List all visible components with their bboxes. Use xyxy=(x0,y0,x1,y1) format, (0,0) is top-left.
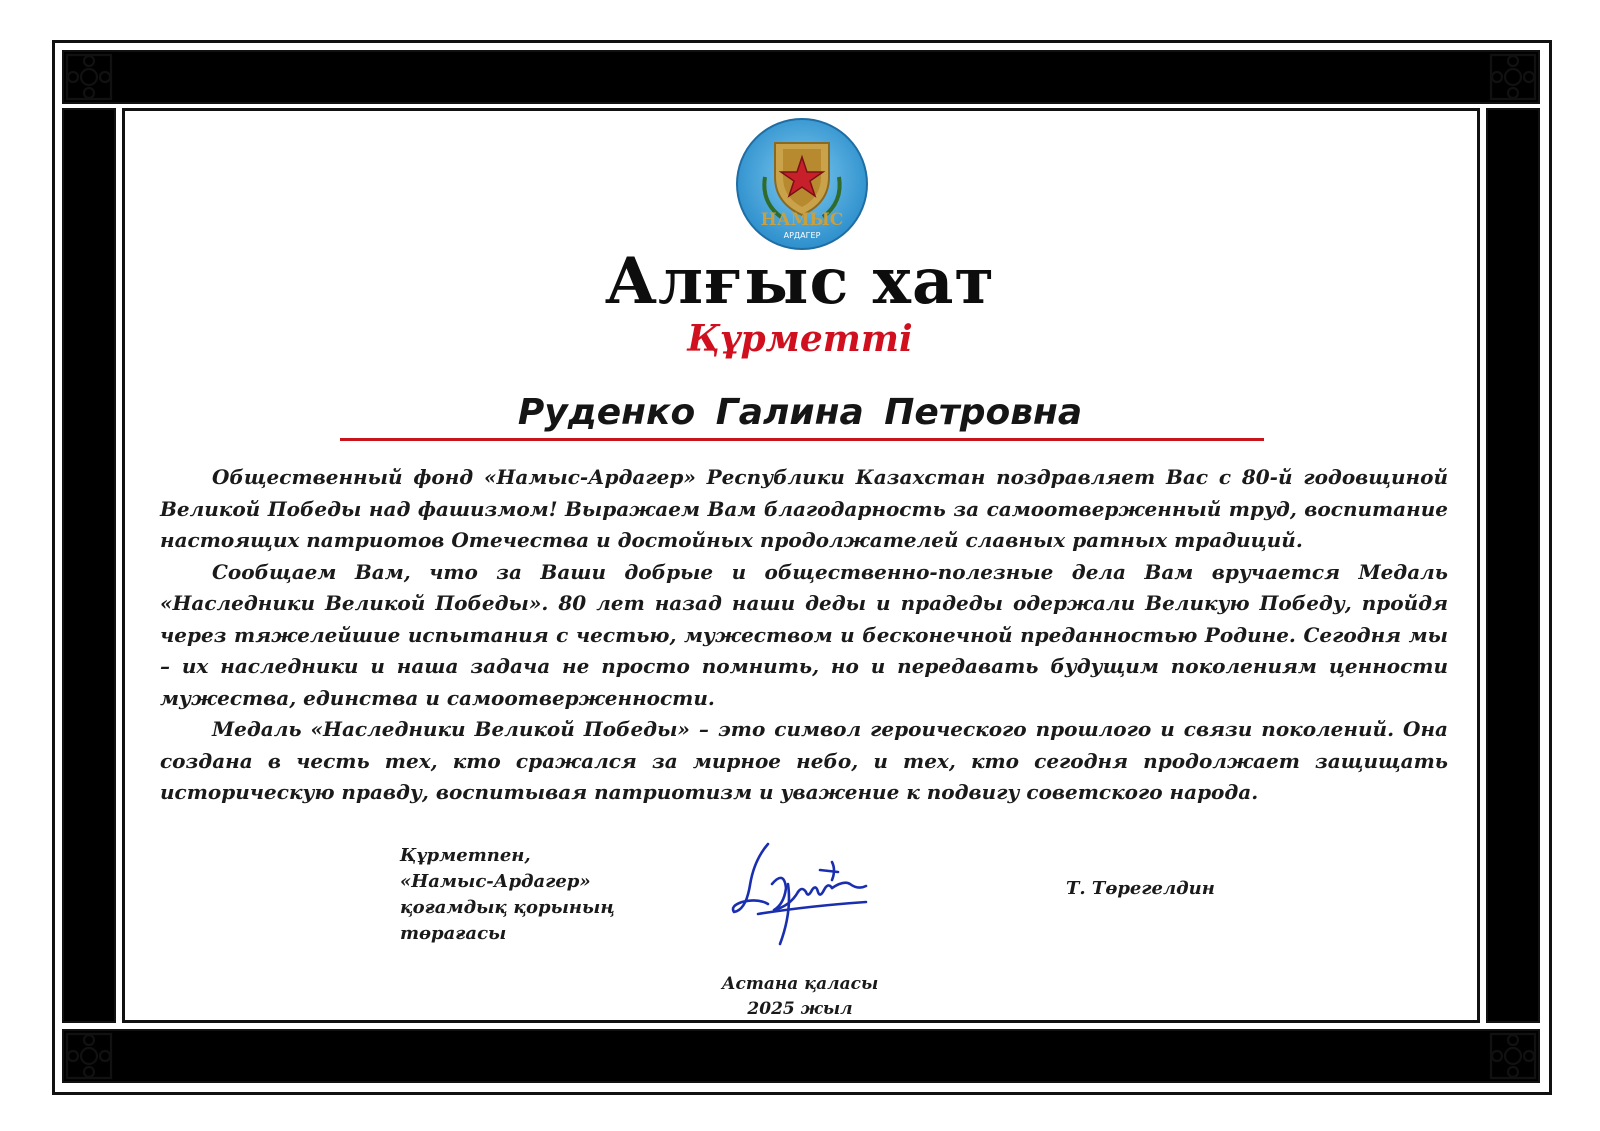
place-and-date xyxy=(0,972,1600,1022)
salutation: Құрметті xyxy=(687,318,913,360)
closing-line: төрағасы xyxy=(400,923,507,944)
place-city: Астана қаласы xyxy=(721,974,879,994)
recipient-name: Руденко Галина Петровна xyxy=(517,392,1083,433)
bottom-ornament-band xyxy=(62,1029,1540,1083)
body-paragraph: Медаль «Наследники Великой Победы» – это символ героического прошлого и связи поколений. Она создана в честь тех, кто сражался за мирное небо, и тех, кто сегодня продолжает защищать историческую правду, воспитывая патриотизм и уважение к подвигу советского народа. xyxy=(160,717,1448,804)
body-paragraph: Общественный фонд «Намыс-Ардагер» Республики Казахстан поздравляет Вас с 80-й годовщиной Великой Победы над фашизмом! Выражаем Вам благодарность за самоотверженный труд, воспитание настоящих патриотов Отечества и достойных продолжателей славных ратных традиций. xyxy=(160,465,1448,552)
letter-body xyxy=(160,462,1448,809)
closing-block xyxy=(400,843,615,947)
closing-line: «Намыс-Ардагер» xyxy=(400,871,591,892)
logo-subtext: АРДАГЕР xyxy=(783,231,821,240)
body-paragraph: Сообщаем Вам, что за Ваши добрые и общественно-полезные дела Вам вручается Медаль «Наследники Великой Победы». 80 лет назад наши деды и прадеды одержали Великую Победу, пройдя через тяжелейшие испытания с честью, мужеством и бесконечной преданностью Родине. Сегодня мы – их наследники и наша задача не просто помнить, но и передавать будущим поколениям ценности мужества, единства и самоотверженности. xyxy=(160,559,1448,710)
handwritten-signature xyxy=(728,840,873,950)
logo-text: НАМЫС xyxy=(760,210,844,230)
closing-line: Құрметпен, xyxy=(400,845,531,866)
namys-ardager-logo xyxy=(735,117,869,251)
place-year: 2025 жыл xyxy=(747,999,853,1019)
document-title: Алғыс хат xyxy=(604,244,996,319)
name-underline xyxy=(340,438,1264,441)
signatory-name: Т. Төрегелдин xyxy=(1066,878,1215,899)
top-ornament-band xyxy=(62,50,1540,104)
closing-line: қоғамдық қорының xyxy=(400,897,615,918)
